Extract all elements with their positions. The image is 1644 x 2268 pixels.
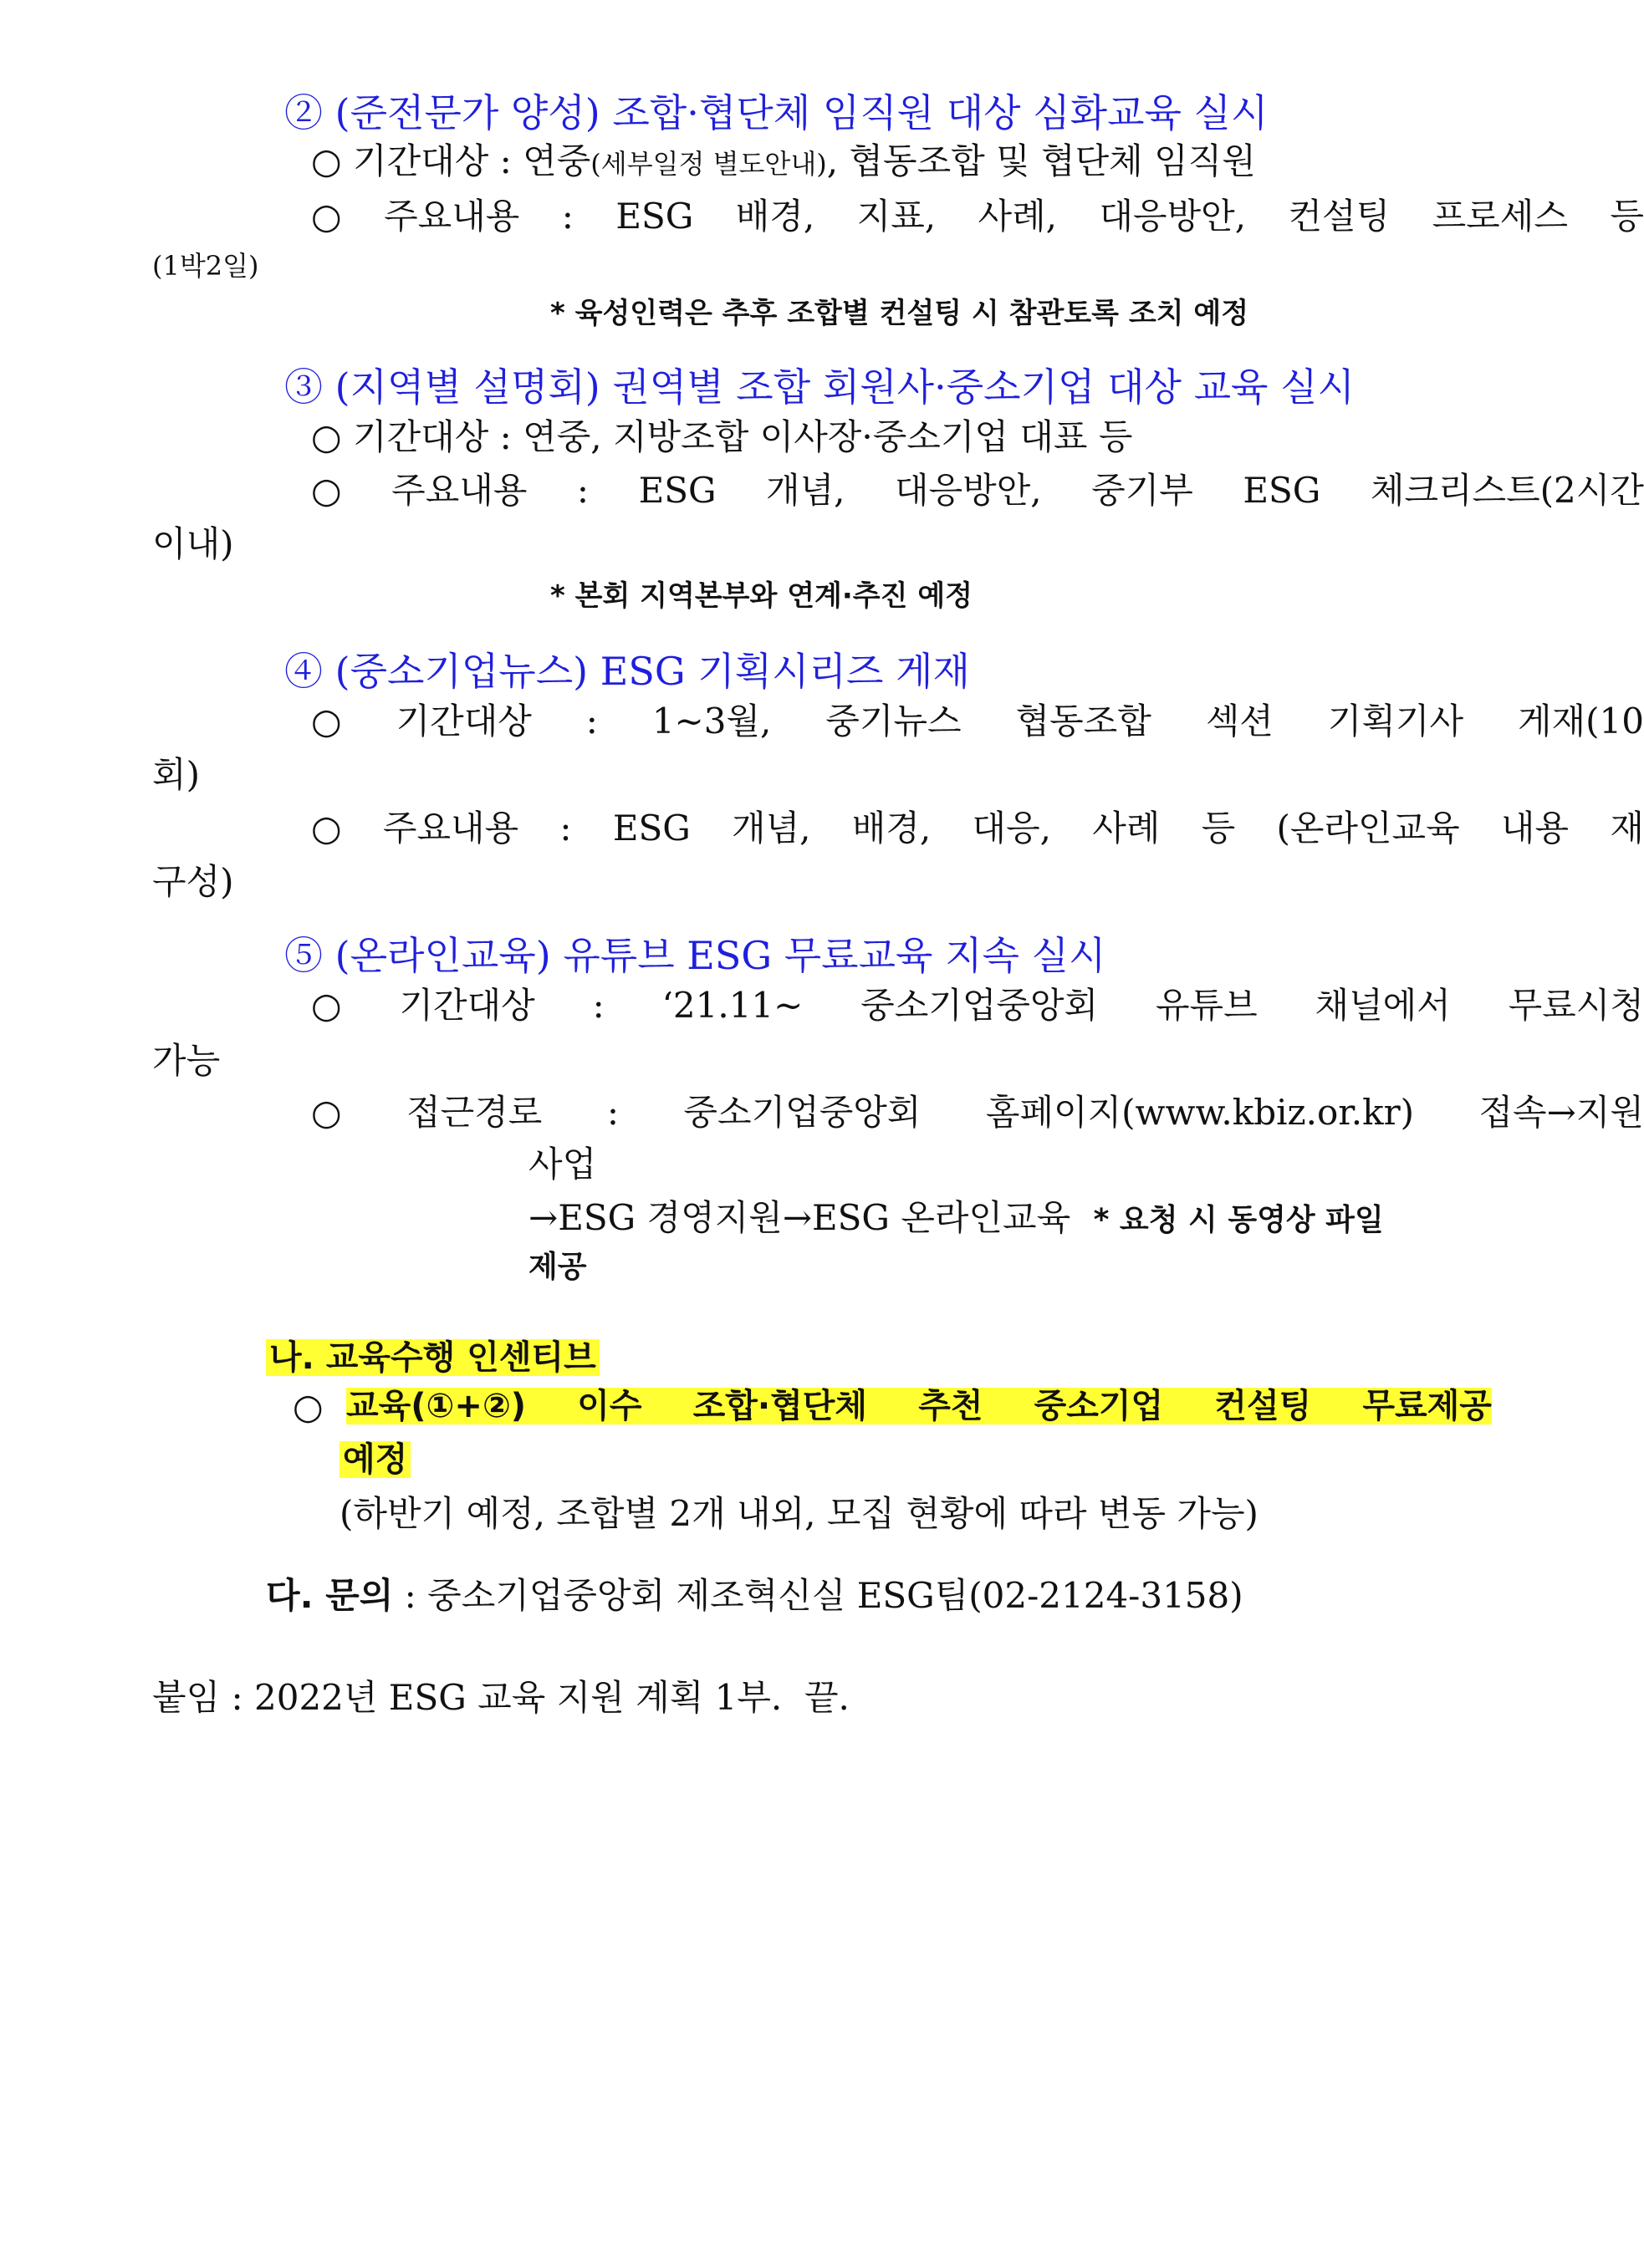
line-word: 조합·협단체: [692, 1387, 868, 1425]
section-5-access-line: [311, 1092, 1644, 1133]
line-word: 유튜브: [1155, 985, 1258, 1026]
schedule-note: (세부일정 별도안내): [590, 148, 827, 180]
line-word: 개념,: [766, 470, 845, 511]
line-word: ESG: [612, 808, 691, 849]
line-word: ○: [311, 985, 342, 1026]
line-word: :: [561, 196, 574, 237]
inquiry-label: 다. 문의: [266, 1575, 394, 1616]
section-4-content-line: [311, 808, 1644, 849]
line-word: 사례,: [978, 196, 1058, 237]
incentive-note: (하반기 예정, 조합별 2개 내외, 모집 현황에 따라 변동 가능): [340, 1493, 1259, 1534]
line-word: 체크리스트(2시간: [1370, 470, 1644, 511]
line-word: 개념,: [732, 808, 811, 849]
incentive-heading: 나. 교육수행 인센티브: [266, 1339, 600, 1376]
period-label: ○ 기간대상 : 연중: [311, 140, 591, 181]
line-word: 재: [1610, 808, 1644, 849]
line-word: 기획기사: [1327, 701, 1464, 742]
line-word: ○: [311, 470, 342, 511]
line-word: 협동조합: [1015, 701, 1151, 742]
section-2-content-line: [311, 196, 1644, 237]
video-file-note: * 요청 시 동영상 파일: [1093, 1203, 1384, 1237]
section-5-access-end: 제공: [528, 1250, 587, 1284]
line-word: 기간대상: [399, 985, 535, 1026]
attachment-line: 붙임 : 2022년 ESG 교육 지원 계획 1부. 끝.: [152, 1677, 850, 1718]
line-word: 접속→지원: [1478, 1092, 1644, 1133]
line-word: 프로세스: [1432, 196, 1568, 237]
line-word: ESG: [1243, 470, 1321, 511]
section-3-period: ○ 기간대상 : 연중, 지방조합 이사장·중소기업 대표 등: [311, 416, 1133, 457]
section-3-content-cont: 이내): [152, 523, 234, 564]
line-word: 배경,: [735, 196, 815, 237]
line-word: 1~3월,: [651, 701, 772, 742]
access-path-text: →ESG 경영지원→ESG 온라인교육: [528, 1197, 1071, 1238]
section-2-content-cont: (1박2일): [152, 250, 259, 282]
line-word: ○: [311, 808, 342, 849]
line-word: ○: [311, 1092, 342, 1133]
incentive-bullet: ○: [293, 1386, 324, 1427]
line-word: 사례: [1092, 808, 1161, 849]
line-word: 지표,: [856, 196, 937, 237]
section-2-note: * 육성인력은 추후 조합별 컨설팅 시 참관토록 조치 예정: [550, 297, 1249, 330]
line-word: 주요내용: [382, 808, 519, 849]
line-word: ○: [311, 196, 342, 237]
section-3-note: * 본회 지역본부와 연계·추진 예정: [550, 579, 973, 613]
incentive-item: [346, 1388, 1492, 1425]
line-word: 등: [1201, 808, 1236, 849]
line-word: :: [606, 1092, 619, 1133]
section-5-access-path: [528, 1197, 1384, 1238]
section-4-heading: ④ (중소기업뉴스) ESG 기획시리즈 게재: [284, 649, 970, 694]
period-target: , 협동조합 및 협단체 임직원: [826, 140, 1256, 181]
line-word: 내용: [1500, 808, 1570, 849]
line-word: 중기뉴스: [825, 701, 962, 742]
line-word: 이수: [577, 1387, 642, 1425]
line-word: 추천: [918, 1387, 983, 1425]
line-word: :: [585, 701, 598, 742]
section-5-period-line: [311, 985, 1644, 1026]
section-2-heading: ② (준전문가 양성) 조합·협단체 임직원 대상 심화교육 실시: [284, 90, 1269, 135]
line-word: 홈페이지(www.kbiz.or.kr): [985, 1092, 1415, 1133]
section-5-heading: ⑤ (온라인교육) 유튜브 ESG 무료교육 지속 실시: [284, 933, 1106, 978]
line-word: :: [559, 808, 572, 849]
line-word: 컨설팅: [1288, 196, 1391, 237]
section-4-period-cont: 회): [152, 754, 200, 795]
line-word: ○: [311, 701, 342, 742]
line-word: ESG: [615, 196, 694, 237]
inquiry-line: [266, 1575, 1243, 1616]
line-word: 게재(10: [1517, 701, 1644, 742]
line-word: 주요내용: [391, 470, 528, 511]
line-word: 중기부: [1091, 470, 1193, 511]
section-5-access-cont: 사업: [528, 1144, 597, 1185]
line-word: 기간대상: [396, 701, 532, 742]
line-word: ESG: [638, 470, 717, 511]
section-2-period: [311, 140, 1256, 181]
line-word: 접근경로: [406, 1092, 543, 1133]
line-word: 채널에서: [1315, 985, 1451, 1026]
line-word: 주요내용: [384, 196, 520, 237]
line-word: :: [592, 985, 605, 1026]
line-word: 배경,: [851, 808, 932, 849]
incentive-item-cont: 예정: [340, 1441, 411, 1478]
line-word: 컨설팅: [1214, 1387, 1312, 1425]
line-word: 무료제공: [1362, 1387, 1492, 1425]
line-word: 중소기업: [1034, 1387, 1164, 1425]
line-word: 교육(①+②): [346, 1387, 527, 1425]
line-word: :: [576, 470, 590, 511]
section-4-period-line: [311, 701, 1644, 742]
line-word: 대응,: [972, 808, 1051, 849]
section-3-heading: ③ (지역별 설명회) 권역별 조합 회원사·중소기업 대상 교육 실시: [284, 364, 1355, 410]
section-5-period-cont: 가능: [152, 1040, 221, 1081]
section-4-content-cont: 구성): [152, 861, 234, 902]
line-word: 등: [1610, 196, 1644, 237]
line-word: (온라인교육: [1276, 808, 1460, 849]
line-word: 무료시청: [1508, 985, 1644, 1026]
line-word: 중소기업중앙회: [860, 985, 1099, 1026]
line-word: 대응방안,: [1099, 196, 1247, 237]
line-word: 중소기업중앙회: [683, 1092, 922, 1133]
line-word: 대응방안,: [895, 470, 1042, 511]
inquiry-contact: : 중소기업중앙회 제조혁신실 ESG팀(02-2124-3158): [393, 1575, 1243, 1616]
line-word: 섹션: [1205, 701, 1274, 742]
line-word: ‘21.11~: [661, 985, 804, 1026]
section-3-content-line: [311, 470, 1644, 511]
